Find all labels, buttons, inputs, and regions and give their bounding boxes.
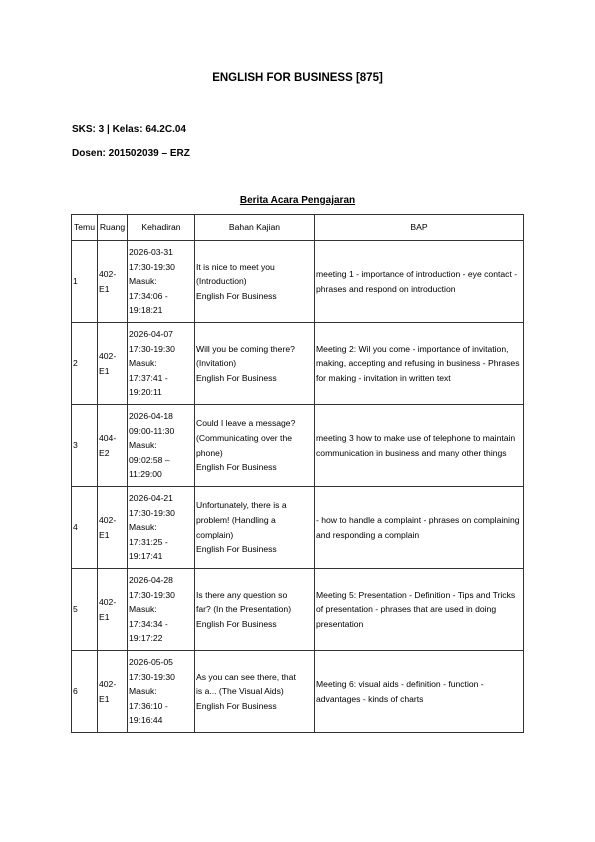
column-header-bap: BAP <box>315 215 524 241</box>
table-row <box>72 487 524 569</box>
table-title: Berita Acara Pengajaran <box>239 195 356 206</box>
cell-bap: - how to handle a complaint - phrases on complaining and responding a complain <box>315 487 524 569</box>
cell-temu: 1 <box>72 241 98 323</box>
table-row <box>72 569 524 651</box>
cell-bahan-kajian: Is there any question so far? (In the Presentation) English For Business <box>195 569 315 651</box>
cell-kehadiran: 2026-04-18 09:00-11:30 Masuk: 09:02:58 – 11:29:00 <box>128 405 195 487</box>
sks-kelas-line: SKS: 3 | Kelas: 64.2C.04 <box>72 124 186 135</box>
column-header-bahan-kajian: Bahan Kajian <box>195 215 315 241</box>
table-row <box>72 651 524 733</box>
dosen-line: Dosen: 201502039 – ERZ <box>72 148 190 159</box>
column-header-ruang: Ruang <box>98 215 128 241</box>
cell-temu: 5 <box>72 569 98 651</box>
cell-bap: meeting 1 - importance of introduction - eye contact - phrases and respond on introduction <box>315 241 524 323</box>
cell-bap: Meeting 2: Wil you come - importance of invitation, making, accepting and refusing in business - Phrases for making - invitation in written text <box>315 323 524 405</box>
document-title: ENGLISH FOR BUSINESS [875] <box>212 72 383 84</box>
cell-kehadiran: 2026-05-05 17:30-19:30 Masuk: 17:36:10 - 19:16:44 <box>128 651 195 733</box>
cell-temu: 4 <box>72 487 98 569</box>
cell-kehadiran: 2026-04-21 17:30-19:30 Masuk: 17:31:25 - 19:17:41 <box>128 487 195 569</box>
column-header-kehadiran: Kehadiran <box>128 215 195 241</box>
cell-ruang: 402- E1 <box>98 569 128 651</box>
table-row <box>72 405 524 487</box>
table-row <box>72 323 524 405</box>
cell-ruang: 404- E2 <box>98 405 128 487</box>
cell-ruang: 402- E1 <box>98 323 128 405</box>
cell-bahan-kajian: Unfortunately, there is a problem! (Handling a complain) English For Business <box>195 487 315 569</box>
cell-bahan-kajian: It is nice to meet you (Introduction) English For Business <box>195 241 315 323</box>
cell-ruang: 402- E1 <box>98 487 128 569</box>
cell-bap: meeting 3 how to make use of telephone to maintain communication in business and many other things <box>315 405 524 487</box>
cell-ruang: 402- E1 <box>98 651 128 733</box>
cell-bap: Meeting 5: Presentation - Definition - Tips and Tricks of presentation - phrases that are used in doing presentation <box>315 569 524 651</box>
cell-temu: 3 <box>72 405 98 487</box>
cell-bap: Meeting 6: visual aids - definition - function - advantages - kinds of charts <box>315 651 524 733</box>
cell-kehadiran: 2026-03-31 17:30-19:30 Masuk: 17:34:06 - 19:18:21 <box>128 241 195 323</box>
column-header-temu: Temu <box>72 215 98 241</box>
cell-bahan-kajian: Could I leave a message? (Communicating over the phone) English For Business <box>195 405 315 487</box>
cell-temu: 6 <box>72 651 98 733</box>
table-header-row <box>72 215 524 241</box>
cell-kehadiran: 2026-04-28 17:30-19:30 Masuk: 17:34:34 - 19:17:22 <box>128 569 195 651</box>
cell-kehadiran: 2026-04-07 17:30-19:30 Masuk: 17:37:41 - 19:20:11 <box>128 323 195 405</box>
cell-bahan-kajian: As you can see there, that is a... (The Visual Aids) English For Business <box>195 651 315 733</box>
table-row <box>72 241 524 323</box>
cell-temu: 2 <box>72 323 98 405</box>
cell-bahan-kajian: Will you be coming there? (Invitation) English For Business <box>195 323 315 405</box>
cell-ruang: 402- E1 <box>98 241 128 323</box>
attendance-table <box>71 214 524 733</box>
